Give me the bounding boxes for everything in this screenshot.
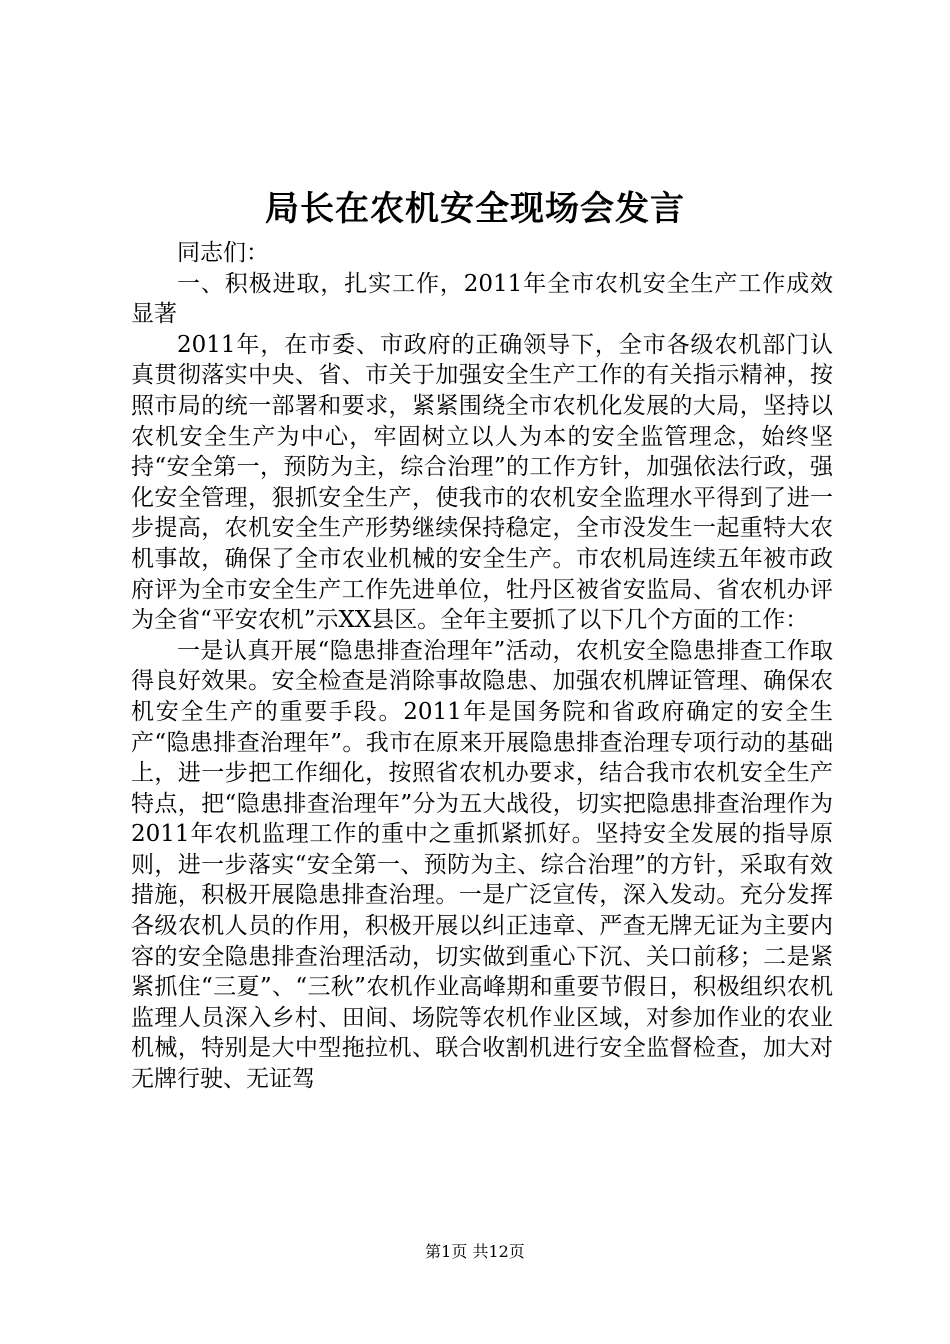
paragraph-salutation: 同志们： <box>177 240 269 266</box>
page-number-footer: 第1页 共12页 <box>425 1242 525 1261</box>
document-title: 局长在农机安全现场会发言 <box>265 189 685 229</box>
paragraph-heading-1: 一、积极进取，扎实工作，2011年全市农机安全生产工作成效显著 <box>131 270 833 328</box>
document-body <box>131 238 833 1095</box>
paragraph-hazard-inspection: 一是认真开展“隐患排查治理年”活动，农机安全隐患排查工作取得良好效果。安全检查是消除事故隐患、加强农机牌证管理、确保农机安全生产的重要手段。2011年是国务院和省政府确定的安全生产“隐患排查治理年”。我市在原来开展隐患排查治理专项行动的基础上，进一步把工作细化，按照省农机办要求，结合我市农机安全生产特点，把“隐患排查治理年”分为五大战役，切实把隐患排查治理作为2011年农机监理工作的重中之重抓紧抓好。坚持安全发展的指导原则，进一步落实“安全第一、预防为主、综合治理”的方针，采取有效措施，积极开展隐患排查治理。一是广泛宣传，深入发动。充分发挥各级农机人员的作用，积极开展以纠正违章、严查无牌无证为主要内容的安全隐患排查治理活动，切实做到重心下沉、关口前移；二是紧紧抓住“三夏”、“三秋”农机作业高峰期和重要节假日，积极组织农机监理人员深入乡村、田间、场院等农机作业区域，对参加作业的农业机械，特别是大中型拖拉机、联合收割机进行安全监督检查，加大对无牌行驶、无证驾 <box>131 637 833 1093</box>
paragraph-2011-summary: 2011年，在市委、市政府的正确领导下，全市各级农机部门认真贯彻落实中央、省、市关于加强安全生产工作的有关指示精神，按照市局的统一部署和要求，紧紧围绕全市农机化发展的大局，坚持以农机安全生产为中心，牢固树立以人为本的安全监管理念，始终坚持“安全第一，预防为主，综合治理”的工作方针，加强依法行政，强化安全管理，狠抓安全生产，使我市的农机安全监理水平得到了进一步提高，农机安全生产形势继续保持稳定，全市没发生一起重特大农机事故，确保了全市农业机械的安全生产。市农机局连续五年被市政府评为全市安全生产工作先进单位，牡丹区被省安监局、省农机办评为全省“平安农机”示XX县区。全年主要抓了以下几个方面的工作： <box>131 331 833 634</box>
